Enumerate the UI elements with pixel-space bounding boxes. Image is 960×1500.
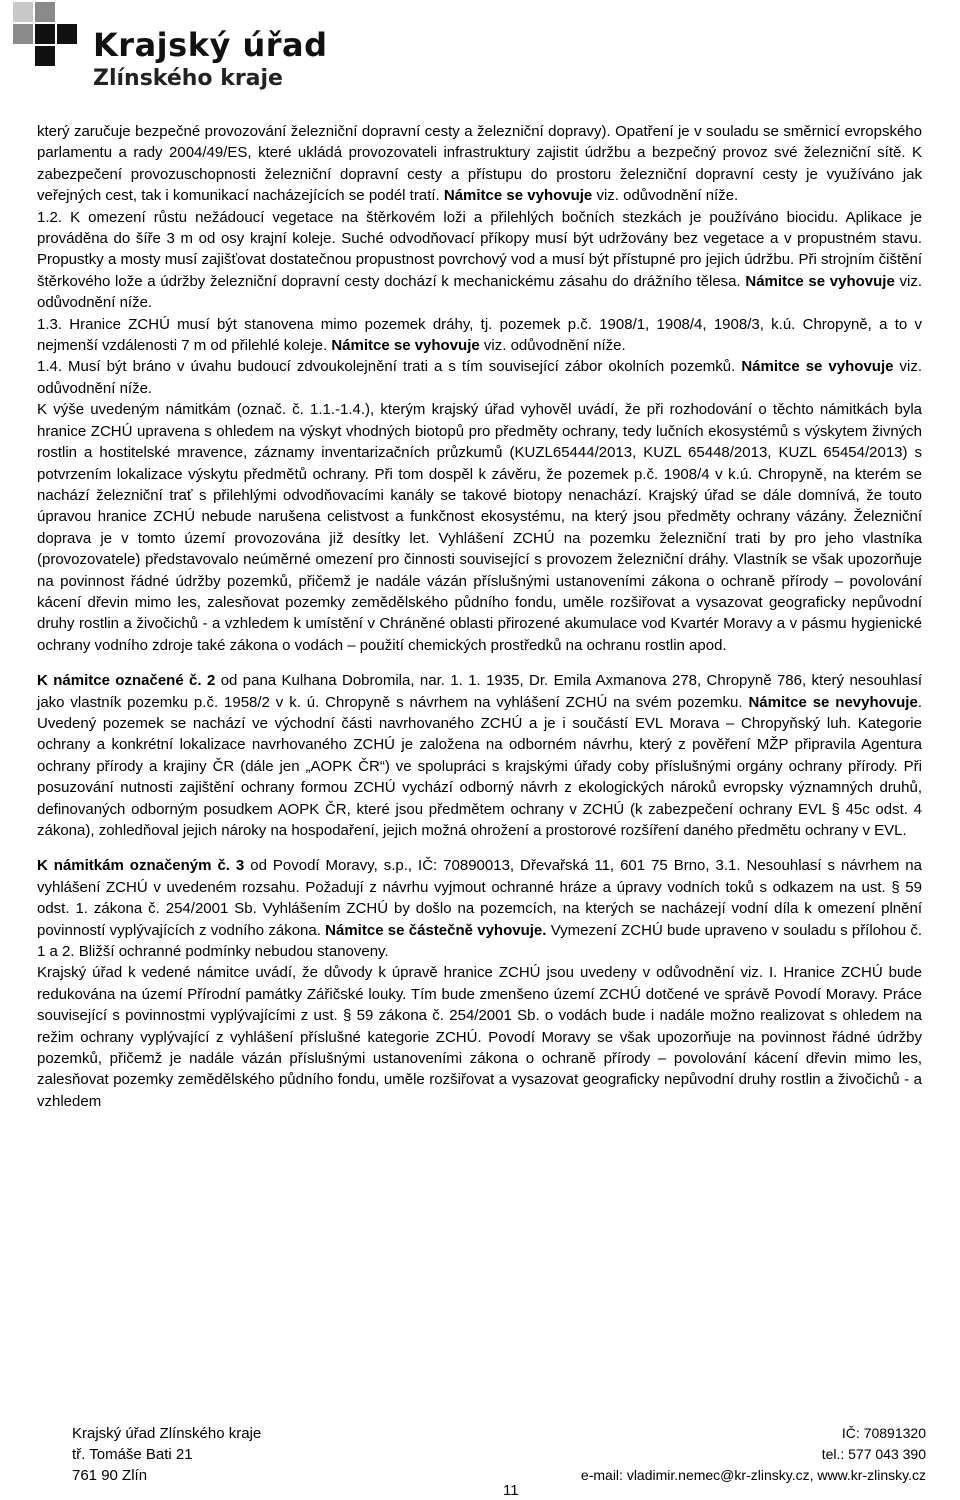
- footer-street: tř. Tomáše Bati 21: [72, 1446, 193, 1463]
- logo-square-dark-1: [35, 24, 55, 44]
- logo-title: Krajský úřad: [93, 26, 328, 64]
- logo-square-dark-3: [35, 46, 55, 66]
- logo-square-mid-top: [35, 2, 55, 22]
- text-run: který zaručuje bezpečné provozování železniční dopravní cesty a železniční dopravy). Opatření je v souladu se směrnicí evropského parlamentu a rady 2004/49/ES, které ukládá provozovateli infrastruktury zajistit údržbu a bezpečný provoz své železniční sítě. K zabezpečení provozuschopnosti železniční dopravní cesty a přístupu do prostoru železniční dopravní cesty je využíváno jak veřejných cest, tak i komunikací nacházejících se podél tratí.: [37, 123, 922, 205]
- bold-text: Námitce se vyhovuje: [745, 272, 895, 290]
- text-run: viz. odůvodnění níže.: [479, 337, 626, 355]
- footer-email-web: e-mail: vladimir.nemec@kr-zlinsky.cz, www.kr-zlinsky.cz: [580, 1467, 926, 1483]
- bold-text: K námitkám označeným č. 3: [37, 857, 245, 875]
- document-body: [37, 121, 922, 1112]
- paragraph: [37, 670, 922, 841]
- bold-text: Námitce se částečně vyhovuje.: [325, 921, 547, 939]
- logo-square-mid-left: [13, 24, 33, 44]
- bold-text: Námitce se vyhovuje: [331, 337, 480, 355]
- text-run: viz. odůvodnění níže.: [592, 187, 739, 205]
- text-run: od Povodí Moravy, s.p., IČ: 70890013, Dřevařská 11, 601 75 Brno, 3.1. Nesouhlasí s návrhem na vyhlášení ZCHÚ v uvedeném rozsahu. Požadují z návrhu vyjmout ochranné hráze a úpravy vodních toků s odkazem na ust. § 59 odst. 1. zákona č. 254/2001 Sb. Vyhlášením ZCHÚ by došlo na pozemcích, na kterých se nacházejí vodní díla k omezení plnění povinností vyplývajících z vodního zákona.: [37, 857, 922, 939]
- text-run: Krajský úřad k vedené námitce uvádí, že důvody k úpravě hranice ZCHÚ jsou uvedeny v odůvodnění viz. I. Hranice ZCHÚ bude redukována na území Přírodní památky Zářičské louky. Tím bude zmenšeno území ZCHÚ dotčené ve správě Povodí Moravy. Práce související s povinnostmi vyplývajícími z ust. § 59 zákona č. 254/2001 Sb. o vodách bude i nadále možno realizovat s ohledem na režim ochrany vyplývající z vyhlášení příslušné kategorie ZCHÚ. Povodí Moravy se však upozorňuje na povinnost řádné údržby pozemků, přičemž je nadále vázán příslušnými ustanoveními zákona o ochraně přírody – povolování kácení dřevin mimo les, zalesňovat pozemky zemědělského půdního fondu, uměle rozšiřovat a vysazovat geograficky nepůvodní druhy rostlin a živočichů - a vzhledem: [37, 964, 922, 1110]
- logo: [0, 0, 328, 105]
- page-footer: [0, 1418, 960, 1500]
- text-run: 1.4. Musí být bráno v úvahu budoucí zdvoukolejnění trati a s tím související zábor okolních pozemků.: [37, 358, 742, 376]
- bold-text: K námitce označené č. 2: [37, 672, 216, 690]
- paragraph: [37, 855, 922, 962]
- text-run: 1.3. Hranice ZCHÚ musí být stanovena mimo pozemek dráhy, tj. pozemek p.č. 1908/1, 1908/4, 1908/3, k.ú. Chropyně, a to v nejmenší vzdálenosti 7 m od přilehlé koleje.: [37, 315, 922, 355]
- bold-text: Námitce se vyhovuje: [741, 358, 894, 376]
- logo-square-dark-2: [57, 24, 77, 44]
- logo-square-light: [13, 2, 33, 22]
- page-number: 11: [503, 1482, 519, 1499]
- text-run: . Uvedený pozemek se nachází ve východní části navrhovaného ZCHÚ a je i součástí EVL Morava – Chropyňský luh. Kategorie ochrany a konkrétní lokalizace navrhovaného ZCHÚ je založena na odborném návrhu, který z pověření MŽP připravila Agentura ochrany přírody a krajiny ČR (dále jen „AOPK ČR“) ve spolupráci s krajskými úřady coby příslušnými orgány ochrany přírody. Při posuzování nutnosti zajištění ochrany formou ZCHÚ vychází odborný návrh z ekologických nároků evropsky významných druhů, definovaných odborným posudkem AOPK ČR, které jsou předmětem ochrany v ZCHÚ (k zabezpečení ochrany EVL § 45c odst. 4 zákona), zohledňoval jejich nároky na hospodaření, jejich možná ohrožení a prostorové rozšíření daného předmětu ochrany v EVL.: [37, 693, 922, 839]
- footer-phone: tel.: 577 043 390: [821, 1446, 926, 1462]
- paragraph: [37, 314, 922, 357]
- bold-text: Námitce se nevyhovuje: [748, 693, 918, 711]
- footer-org-name: Krajský úřad Zlínského kraje: [72, 1425, 262, 1442]
- paragraph: [37, 121, 922, 207]
- footer-address: [72, 1423, 261, 1486]
- paragraph: [37, 399, 922, 656]
- footer-city: 761 90 Zlín: [72, 1467, 148, 1484]
- logo-subtitle: Zlínského kraje: [93, 66, 283, 91]
- text-run: Vymezení ZCHÚ bude upraveno v souladu s přílohou č. 1 a 2. Bližší ochranné podmínky nebudou stanoveny.: [37, 921, 922, 961]
- text-run: viz. odůvodnění níže.: [37, 358, 922, 397]
- paragraph: [37, 356, 922, 399]
- paragraph: [37, 962, 922, 1112]
- text-run: od pana Kulhana Dobromila, nar. 1. 1. 1935, Dr. Emila Axmanova 278, Chropyně 786, který nesouhlasí jako vlastník pozemku p.č. 1958/2 v k. ú. Chropyně s návrhem na vyhlášení ZCHÚ na svém pozemku.: [37, 672, 922, 711]
- text-run: 1.2. K omezení růstu nežádoucí vegetace na štěrkovém loži a přilehlých bočních stezkách je používáno biocidu. Aplikace je prováděna do šíře 3 m od osy krajní koleje. Suché odvodňovací příkopy musí být udržovány bez vegetace a v propustném stavu. Propustky a mosty musí zajišťovat dostatečnou propustnost povrchový vod a musí být přístupné pro jejich údržbu. Při strojním čištění štěrkového lože a údržby železniční dopravní cesty dochází k mechanickému zásahu do drážního tělesa.: [37, 208, 922, 290]
- paragraph: [37, 207, 922, 314]
- text-run: K výše uvedeným námitkám (označ. č. 1.1.-1.4.), kterým krajský úřad vyhověl uvádí, že při rozhodování o těchto námitkách byla hranice ZCHÚ upravena s ohledem na výskyt vhodných biotopů pro předměty ochrany, tedy lučních ekosystémů s výskytem živných rostlin a hostitelské mravence, záznamy inventarizačních průzkumů (KUZL65444/2013, KUZL 65448/2013, KUZL 65454/2013) s potvrzením lokalizace výskytu předmětů ochrany. Při tom dospěl k závěru, že pozemek p.č. 1908/4 v k.ú. Chropyně, na kterém se nachází železniční trať s přilehlými odvodňovacími kanály se takové biotopy nenachází. Krajský úřad se dále domnívá, že touto úpravou hranice ZCHÚ nebude narušena celistvost a funkčnost ekosystému, na který jsou předměty ochrany vázány. Železniční doprava je v tomto území provozována již desítky let. Vyhlášení ZCHÚ na pozemku železniční trati by pro jeho vlastníka (provozovatele) představovalo neúměrné omezení pro činnosti související s provozem železniční dráhy. Vlastník se však upozorňuje na povinnost řádné údržby pozemků, přičemž je nadále vázán příslušnými ustanoveními zákona o ochraně přírody – povolování kácení dřevin mimo les, zalesňovat pozemky zemědělského půdního fondu, uměle rozšiřovat a vysazovat geograficky nepůvodní druhy rostlin a živočichů - a vzhledem k umístění v Chráněné oblasti přirozené akumulace vod Kvartér Moravy a v pásmu hygienické ochrany vodního zdroje také zákona o vodách – použití chemických prostředků na ochranu rostlin apod.: [37, 401, 922, 654]
- footer-contact: [581, 1423, 926, 1486]
- bold-text: Námitce se vyhovuje: [443, 187, 593, 205]
- text-run: viz. odůvodnění níže.: [37, 272, 922, 312]
- footer-ico: IČ: 70891320: [841, 1425, 926, 1441]
